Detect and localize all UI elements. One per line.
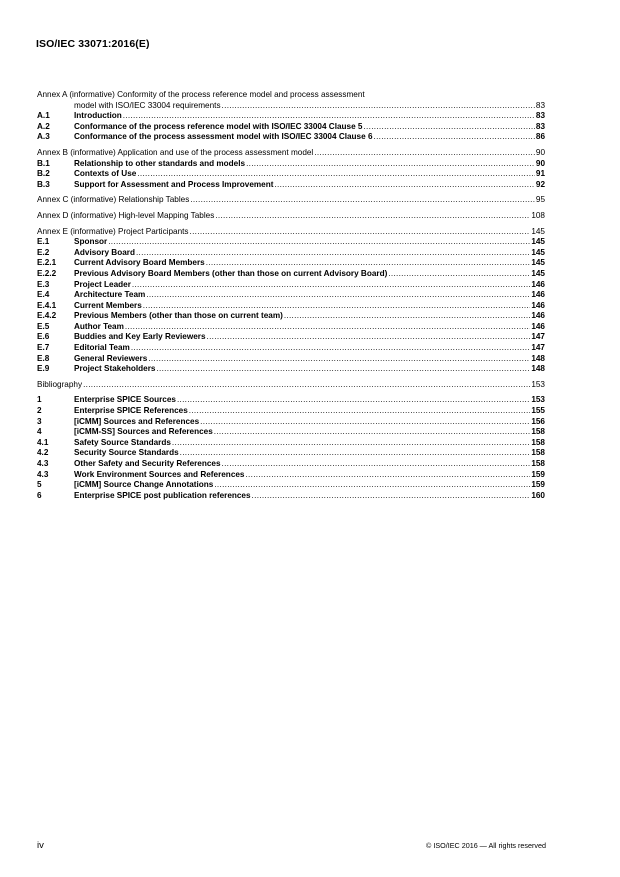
toc-entry-page: 91 <box>535 169 545 179</box>
toc-entry-title: Annex E (informative) Project Participants <box>37 226 189 236</box>
toc-dot-leader <box>200 417 530 428</box>
toc-dot-leader <box>180 448 531 459</box>
toc-entry-number: 2 <box>37 406 42 416</box>
toc-entry[interactable] <box>37 227 545 238</box>
toc-dot-leader <box>108 237 530 248</box>
toc-entry-title: Contexts of Use <box>74 169 137 179</box>
toc-dot-leader <box>190 195 535 206</box>
toc-entry-title: Current Members <box>74 300 142 310</box>
toc-entry[interactable] <box>37 258 545 269</box>
toc-dot-leader <box>245 470 530 481</box>
toc-entry-title: Security Source Standards <box>74 448 179 458</box>
toc-entry-number: E.2.1 <box>37 258 57 268</box>
toc-entry-page: 158 <box>531 427 545 437</box>
toc-entry[interactable] <box>37 343 545 354</box>
toc-entry-number: 3 <box>37 416 42 426</box>
toc-entry-number: E.3 <box>37 279 50 289</box>
toc-dot-leader <box>177 395 530 406</box>
toc-entry-title: Introduction <box>74 111 122 121</box>
toc-entry[interactable] <box>37 111 545 122</box>
toc-entry-page: 83 <box>535 111 545 121</box>
document-id-header: ISO/IEC 33071:2016(E) <box>36 38 150 50</box>
toc-entry[interactable] <box>37 406 545 417</box>
toc-entry-title: [iCMM] Sources and References <box>74 416 200 426</box>
toc-entry-title: Advisory Board <box>74 247 135 257</box>
toc-dot-leader <box>388 269 530 280</box>
toc-entry-title: Conformance of the process assessment model with ISO/IEC 33004 Clause 6 <box>74 132 373 142</box>
toc-entry-page: 146 <box>531 300 545 310</box>
toc-entry-title: General Reviewers <box>74 353 148 363</box>
toc-entry-title: Enterprise SPICE post publication references <box>74 490 251 500</box>
toc-entry[interactable] <box>37 280 545 291</box>
toc-dot-leader <box>207 332 531 343</box>
toc-entry[interactable] <box>37 417 545 428</box>
toc-entry-title: Annex A (informative) Conformity of the process reference model and process assessment <box>37 90 365 99</box>
toc-dot-leader <box>206 258 531 269</box>
toc-entry-title: Annex D (informative) High-level Mapping Tables <box>37 210 215 220</box>
toc-entry-title: Buddies and Key Early Reviewers <box>74 332 206 342</box>
toc-entry-number: E.8 <box>37 353 50 363</box>
toc-entry-number: 6 <box>37 490 42 500</box>
toc-dot-leader <box>143 301 531 312</box>
toc-entry-number: A.1 <box>37 111 50 121</box>
toc-entry-number: 4 <box>37 427 42 437</box>
toc-dot-leader <box>148 354 530 365</box>
toc-entry-number: 4.1 <box>37 437 49 447</box>
toc-dot-leader <box>284 311 531 322</box>
toc-entry[interactable] <box>37 237 545 248</box>
toc-entry[interactable] <box>37 332 545 343</box>
toc-entry-page: 148 <box>531 364 545 374</box>
toc-entry-page: 160 <box>531 490 545 500</box>
toc-entry[interactable] <box>37 480 545 491</box>
toc-dot-leader <box>131 343 531 354</box>
toc-entry-page: 95 <box>535 195 545 205</box>
toc-dot-leader <box>222 459 531 470</box>
copyright-notice: © ISO/IEC 2016 — All rights reserved <box>426 841 546 850</box>
toc-entry-title: Enterprise SPICE Sources <box>74 395 176 405</box>
toc-entry-page: 156 <box>531 416 545 426</box>
toc-entry[interactable] <box>37 122 545 133</box>
toc-dot-leader <box>190 227 531 238</box>
toc-dot-leader <box>136 248 530 259</box>
toc-entry-number: E.2 <box>37 247 50 257</box>
toc-entry-title: Safety Source Standards <box>74 437 171 447</box>
toc-entry-title: Work Environment Sources and References <box>74 469 245 479</box>
toc-dot-leader <box>137 169 535 180</box>
toc-entry-page: 108 <box>531 210 545 220</box>
toc-entry-page: 153 <box>531 395 545 405</box>
toc-entry[interactable] <box>37 290 545 301</box>
toc-entry-number: 5 <box>37 480 42 490</box>
toc-entry[interactable] <box>37 311 545 322</box>
toc-entry[interactable] <box>37 448 545 459</box>
toc-entry-title: Other Safety and Security References <box>74 459 221 468</box>
toc-entry[interactable] <box>37 101 545 112</box>
toc-entry-number: 1 <box>37 395 42 405</box>
toc-entry[interactable] <box>37 211 545 222</box>
toc-entry[interactable] <box>37 269 545 280</box>
toc-entry-title: Annex C (informative) Relationship Tables <box>37 195 190 205</box>
toc-entry[interactable] <box>37 491 545 502</box>
toc-entry-page: 83 <box>535 100 545 110</box>
toc-entry[interactable] <box>37 470 545 481</box>
toc-entry-title: [iCMM-SS] Sources and References <box>74 427 213 437</box>
toc-entry[interactable] <box>37 380 545 391</box>
toc-entry-number: 4.3 <box>37 469 49 479</box>
toc-entry-title: Sponsor <box>74 237 108 247</box>
toc-entry-page: 92 <box>535 179 545 189</box>
toc-entry-page: 83 <box>535 121 545 131</box>
toc-dot-leader <box>314 148 535 159</box>
toc-entry-title: Relationship to other standards and models <box>74 158 246 168</box>
toc-entry-page: 145 <box>531 247 545 257</box>
toc-entry-number: E.7 <box>37 343 50 353</box>
toc-dot-leader <box>156 364 530 375</box>
toc-entry-page: 158 <box>531 437 545 447</box>
toc-entry[interactable] <box>37 195 545 206</box>
toc-entry-page: 145 <box>531 268 545 278</box>
toc-entry-page: 145 <box>531 226 545 236</box>
toc-dot-leader <box>252 491 531 502</box>
toc-entry[interactable] <box>37 301 545 312</box>
toc-entry-number: 4.3 <box>37 459 49 468</box>
toc-entry-number: 4.2 <box>37 448 49 458</box>
toc-dot-leader <box>215 211 530 222</box>
toc-entry-page: 146 <box>531 279 545 289</box>
toc-entry-page: 159 <box>531 480 545 490</box>
toc-entry-page: 90 <box>535 158 545 168</box>
toc-entry-title: Previous Advisory Board Members (other than those on current Advisory Board) <box>74 268 388 278</box>
toc-dot-leader <box>146 290 530 301</box>
toc-dot-leader <box>222 101 535 112</box>
toc-entry-number: E.5 <box>37 321 50 331</box>
toc-dot-leader <box>132 280 530 291</box>
toc-entry-page: 158 <box>531 448 545 458</box>
toc-entry-page: 148 <box>531 353 545 363</box>
toc-entry-number: E.2.2 <box>37 268 57 278</box>
toc-entry-page: 159 <box>531 469 545 479</box>
toc-entry[interactable] <box>37 248 545 259</box>
toc-entry[interactable] <box>37 159 545 170</box>
toc-entry-page: 145 <box>531 258 545 268</box>
toc-entry[interactable] <box>37 148 545 159</box>
toc-entry-number: E.4 <box>37 290 50 300</box>
toc-dot-leader <box>83 380 530 391</box>
toc-entry-title: model with ISO/IEC 33004 requirements <box>74 100 221 110</box>
toc-entry-page: 90 <box>535 147 545 157</box>
toc-dot-leader <box>214 480 530 491</box>
toc-entry-page: 145 <box>531 237 545 247</box>
toc-entry[interactable] <box>37 90 545 101</box>
toc-entry-number: E.1 <box>37 237 50 247</box>
toc-entry-title: [iCMM] Source Change Annotations <box>74 480 214 490</box>
toc-entry[interactable] <box>37 132 545 143</box>
toc-entry-page: 146 <box>531 290 545 300</box>
toc-entry[interactable] <box>37 459 545 470</box>
toc-entry-number: A.3 <box>37 132 50 142</box>
toc-dot-leader <box>123 111 535 122</box>
toc-entry-title: Conformance of the process reference model with ISO/IEC 33004 Clause 5 <box>74 121 363 131</box>
toc-entry-title: Editorial Team <box>74 343 130 353</box>
toc-dot-leader <box>214 427 531 438</box>
toc-entry-number: B.1 <box>37 158 50 168</box>
toc-entry[interactable] <box>37 364 545 375</box>
toc-entry-title: Current Advisory Board Members <box>74 258 205 268</box>
toc-dot-leader <box>189 406 531 417</box>
toc-entry-number: B.3 <box>37 179 50 189</box>
toc-entry-page: 147 <box>531 332 545 342</box>
toc-entry-page: 153 <box>531 379 545 389</box>
toc-entry-page: 146 <box>531 311 545 321</box>
toc-entry[interactable] <box>37 438 545 449</box>
toc-entry-title: Enterprise SPICE References <box>74 406 188 416</box>
toc-entry-title: Architecture Team <box>74 290 146 300</box>
toc-dot-leader <box>374 132 535 143</box>
toc-entry-page: 147 <box>531 343 545 353</box>
toc-entry-page: 158 <box>531 459 545 468</box>
toc-entry-number: A.2 <box>37 121 50 131</box>
toc-entry-number: E.4.2 <box>37 311 57 321</box>
table-of-contents <box>37 90 545 501</box>
toc-entry[interactable] <box>37 180 545 191</box>
toc-entry-title: Project Leader <box>74 279 131 289</box>
toc-entry-title: Annex B (informative) Application and use of the process assessment model <box>37 147 314 157</box>
toc-entry[interactable] <box>37 322 545 333</box>
toc-entry[interactable] <box>37 169 545 180</box>
toc-entry[interactable] <box>37 427 545 438</box>
toc-dot-leader <box>274 180 534 191</box>
toc-entry-page: 155 <box>531 406 545 416</box>
toc-dot-leader <box>363 122 534 133</box>
toc-entry-number: B.2 <box>37 169 50 179</box>
toc-dot-leader <box>246 159 535 170</box>
toc-entry-page: 86 <box>535 132 545 142</box>
toc-entry[interactable] <box>37 354 545 365</box>
toc-entry-title: Previous Members (other than those on current team) <box>74 311 283 321</box>
toc-entry[interactable] <box>37 395 545 406</box>
page-number: iv <box>37 840 44 851</box>
toc-entry-title: Support for Assessment and Process Improvement <box>74 179 274 189</box>
toc-dot-leader <box>172 438 530 449</box>
toc-dot-leader <box>125 322 530 333</box>
toc-entry-title: Author Team <box>74 321 124 331</box>
toc-entry-number: E.6 <box>37 332 50 342</box>
toc-entry-number: E.4.1 <box>37 300 57 310</box>
toc-entry-title: Bibliography <box>37 379 83 389</box>
toc-entry-title: Project Stakeholders <box>74 364 156 374</box>
toc-entry-number: E.9 <box>37 364 50 374</box>
toc-entry-page: 146 <box>531 321 545 331</box>
